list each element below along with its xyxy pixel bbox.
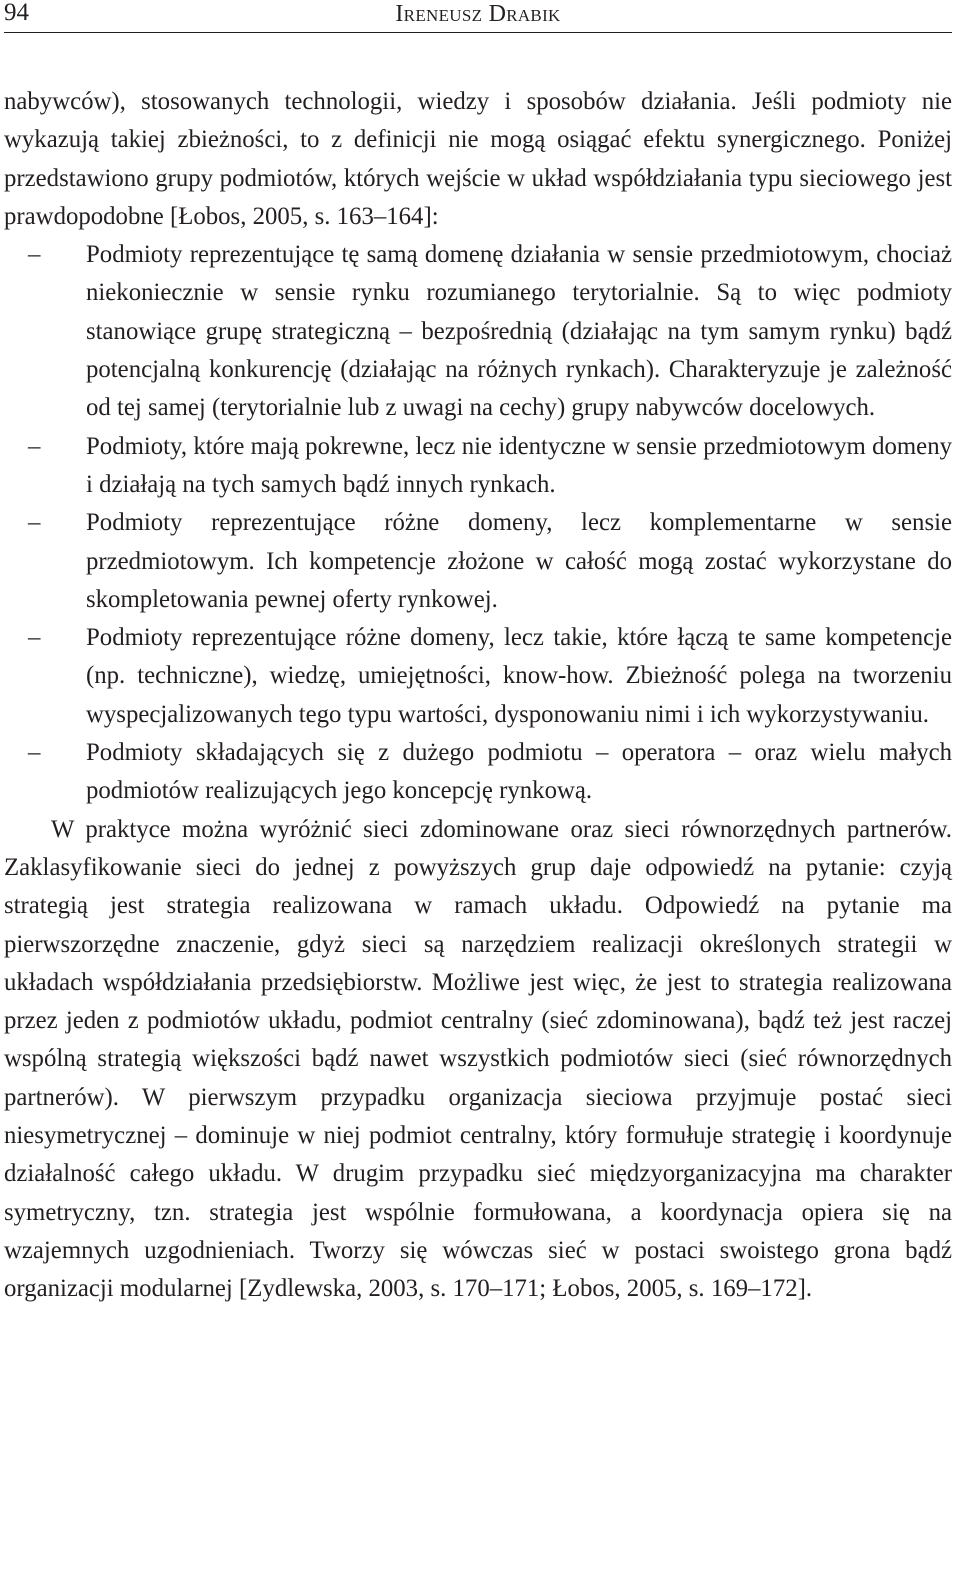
dash-bullet: – <box>28 241 41 269</box>
list-item <box>4 504 952 619</box>
list-item <box>4 619 952 734</box>
list-item <box>4 428 952 505</box>
dash-bullet: – <box>28 432 41 460</box>
intro-paragraph: nabywców), stosowanych technologii, wiedzy i sposobów działania. Jeśli podmioty nie wykazują takiej zbieżności, to z definicji nie mogą osiągać efektu synergicznego. Poniżej przedstawiono grupy podmiotów, których wejście w układ współdziałania typu sieciowego jest prawdopodobne [Łobos, 2005, s. 163–164]: <box>4 88 952 230</box>
dash-bullet: – <box>28 509 41 537</box>
list-item <box>4 734 952 811</box>
running-head-author: Ireneusz Drabik <box>395 1 561 27</box>
list-item-text: Podmioty reprezentujące różne domeny, lecz takie, które łączą te same kompetencje (np. techniczne), wiedzę, umiejętności, know-how. Zbieżność polega na tworzeniu wyspecjalizowanych tego typu wartości, dysponowaniu nimi i ich wykorzystywaniu. <box>86 624 952 728</box>
list-item-text: Podmioty reprezentujące tę samą domenę działania w sensie przedmiotowym, chociaż niekoniecznie w sensie rynku rozumianego terytorialnie. Są to więc podmioty stanowiące grupę strategiczną – bezpośrednią (działając na tym samym rynku) bądź potencjalną konkurencję (działając na różnych rynkach). Charakteryzuje je zależność od tej samej (terytorialnie lub z uwagi na cechy) grupy nabywców docelowych. <box>86 241 952 422</box>
body-text <box>4 83 952 1309</box>
page-header <box>4 0 952 33</box>
dash-bullet: – <box>28 624 41 652</box>
dash-bullet: – <box>28 739 41 767</box>
list-item <box>4 236 952 427</box>
list-item-text: Podmioty reprezentujące różne domeny, lecz komplementarne w sensie przedmiotowym. Ich kompetencje złożone w całość mogą zostać wykorzystane do skompletowania pewnej oferty rynkowej. <box>86 509 952 613</box>
list-item-text: Podmioty, które mają pokrewne, lecz nie identyczne w sensie przedmiotowym domeny i działają na tych samych bądź innych rynkach. <box>86 432 952 498</box>
list-item-text: Podmioty składających się z dużego podmiotu – operatora – oraz wielu małych podmiotów realizujących jego koncepcję rynkową. <box>86 739 952 805</box>
page-number: 94 <box>4 0 29 26</box>
closing-paragraph: W praktyce można wyróżnić sieci zdominowane oraz sieci równorzędnych partnerów. Zaklasyfikowanie sieci do jednej z powyższych grup daje odpowiedź na pytanie: czyją strategią jest strategia realizowana w ramach układu. Odpowiedź na pytanie ma pierwszorzędne znaczenie, gdyż sieci są narzędziem realizacji określonych strategii w układach współdziałania przedsiębiorstw. Możliwe jest więc, że jest to strategia realizowana przez jeden z podmiotów układu, podmiot centralny (sieć zdominowana), bądź też jest raczej wspólną strategią większości bądź nawet wszystkich podmiotów sieci (sieć równorzędnych partnerów). W pierwszym przypadku organizacja sieciowa przyjmuje postać sieci niesymetrycznej – dominuje w niej podmiot centralny, który formułuje strategię i koordynuje działalność całego układu. W drugim przypadku sieć międzyorganizacyjna ma charakter symetryczny, tzn. strategia jest wspólnie formułowana, a koordynacja opiera się na wzajemnych uzgodnieniach. Tworzy się wówczas sieć w postaci swoistego grona bądź organizacji modularnej [Zydlewska, 2003, s. 170–171; Łobos, 2005, s. 169–172]. <box>4 815 952 1303</box>
entity-group-list <box>4 236 952 810</box>
